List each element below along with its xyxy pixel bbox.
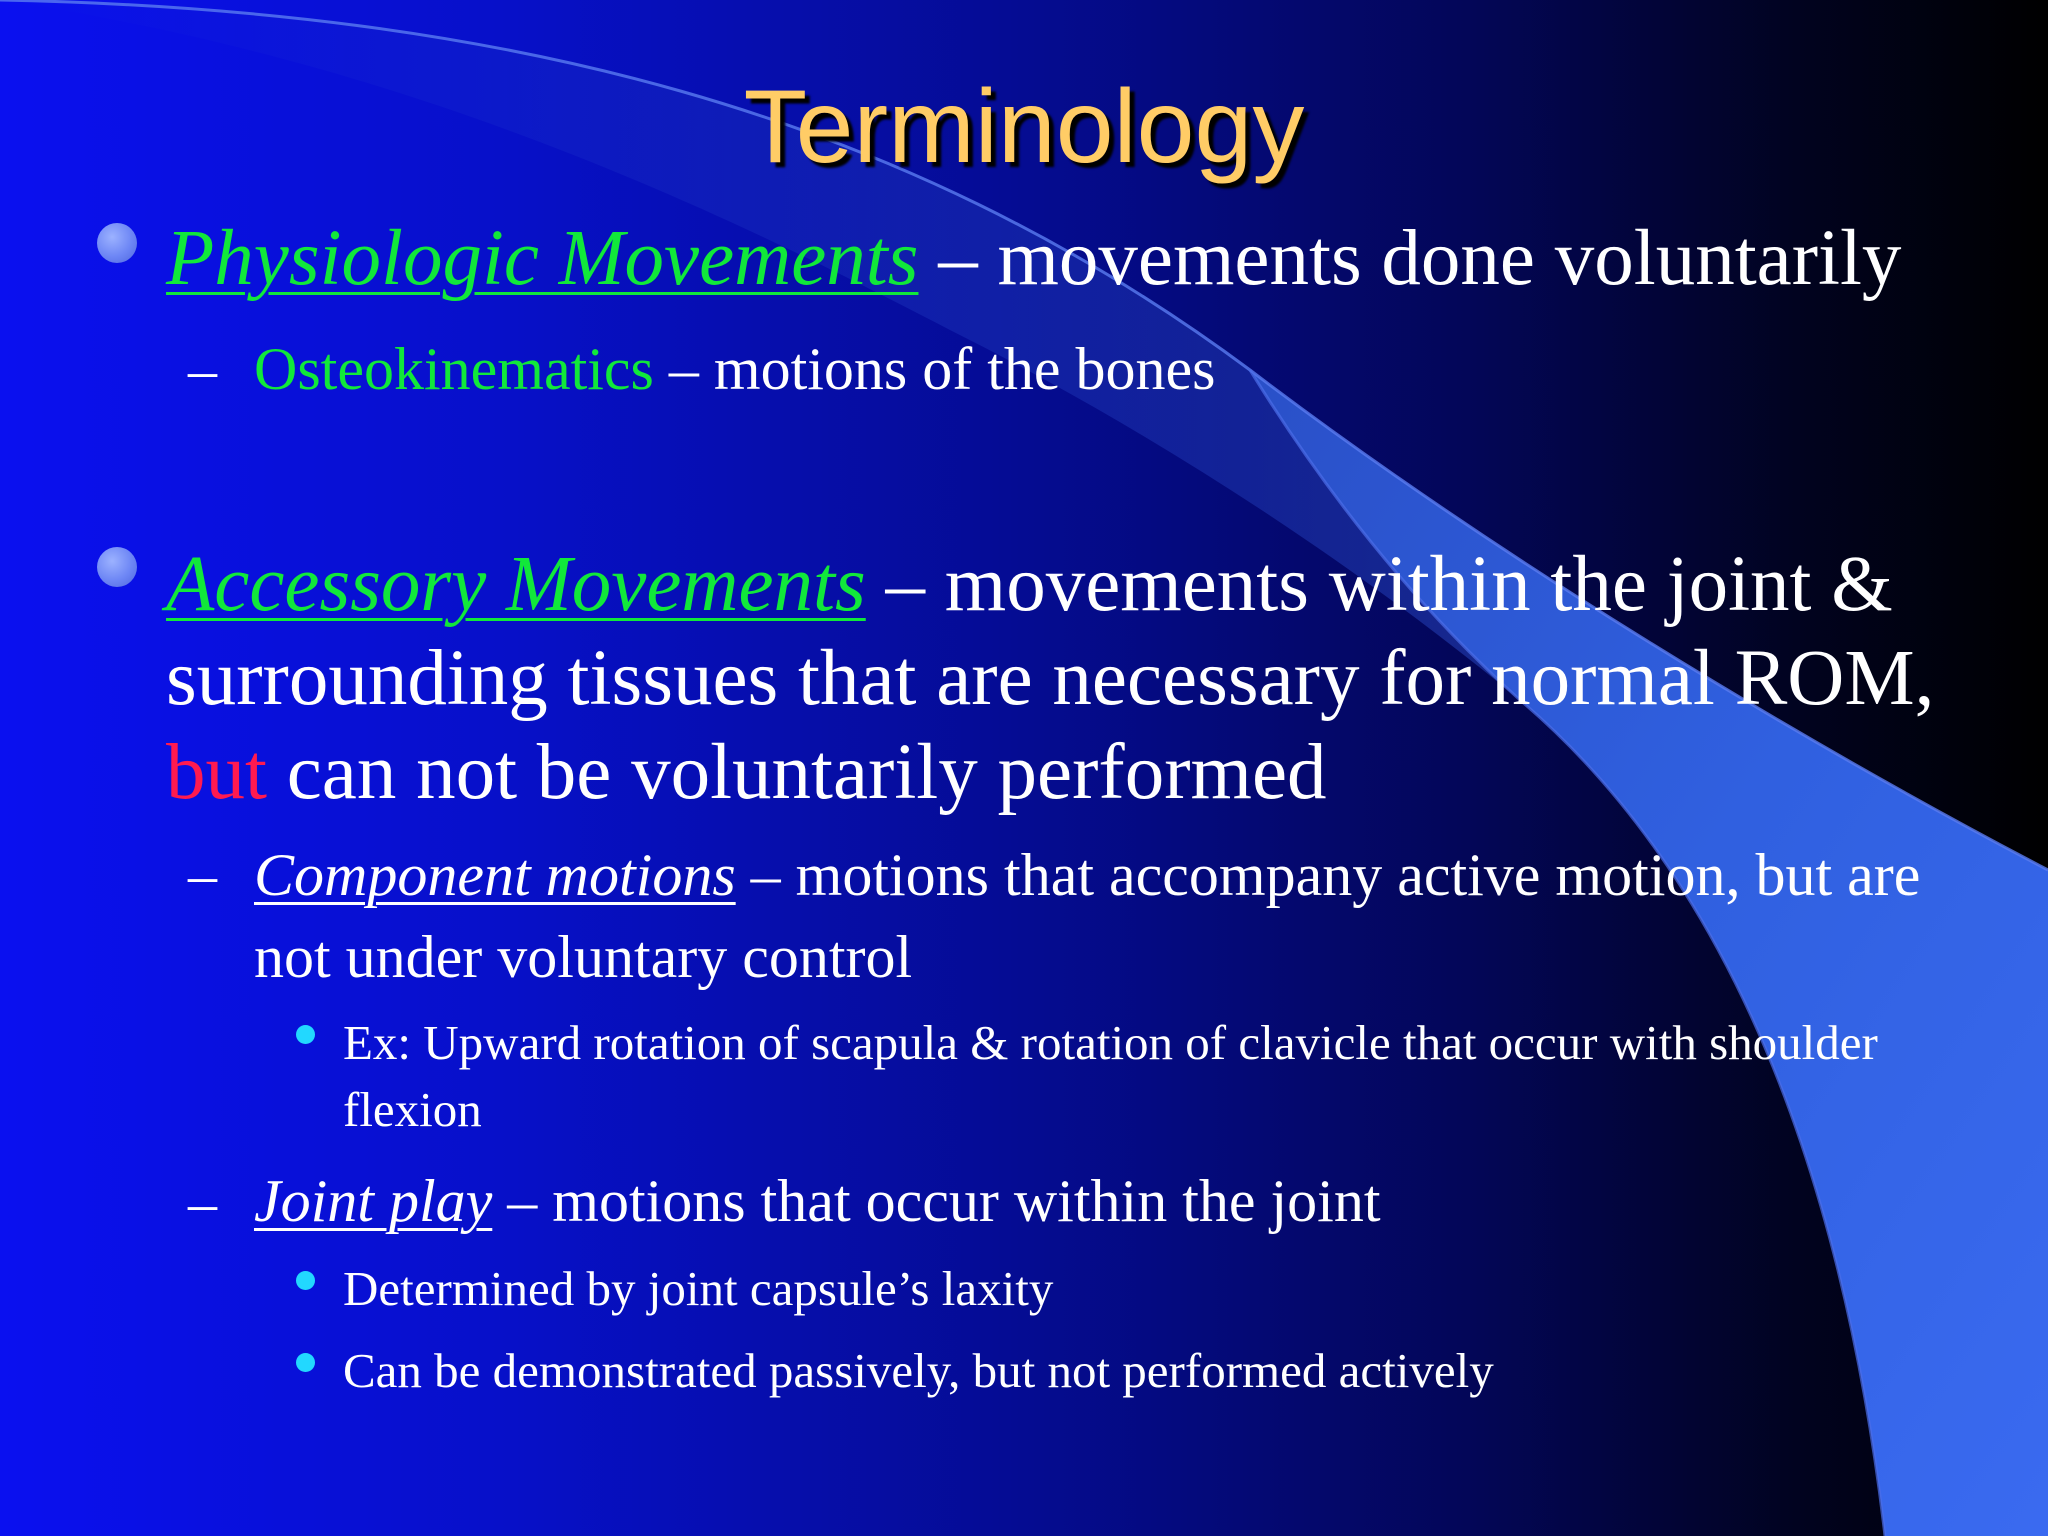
example-component-motions: Ex: Upward rotation of scapula & rotation of clavicle that occur with shoulder flexion bbox=[343, 1015, 1878, 1137]
sub-bullet-icon bbox=[296, 1025, 315, 1044]
dash-icon: – bbox=[188, 1170, 217, 1235]
example-joint-play-2: Can be demonstrated passively, but not performed actively bbox=[343, 1343, 1494, 1398]
term-osteokinematics: Osteokinematics bbox=[254, 336, 654, 402]
term-accessory-movements: Accessory Movements bbox=[166, 541, 866, 628]
subitem-joint-play bbox=[254, 1160, 1954, 1242]
subitem-component-motions bbox=[254, 834, 1954, 998]
bullet-physiologic-movements bbox=[166, 212, 1986, 306]
definition-accessory-movements-part2: can not be voluntarily performed bbox=[266, 729, 1327, 816]
subitem-osteokinematics bbox=[254, 328, 1954, 410]
sub-bullet-icon bbox=[296, 1353, 315, 1372]
highlight-but: but bbox=[166, 729, 267, 816]
bullet-accessory-movements bbox=[166, 538, 1986, 820]
definition-component-motions: – motions that accompany active motion, but are not under voluntary control bbox=[254, 842, 1921, 990]
main-bullet-icon bbox=[97, 547, 137, 587]
definition-physiologic-movements: – movements done voluntarily bbox=[918, 215, 1902, 302]
definition-accessory-movements-part1: – movements within the joint & surrounding tissues that are necessary for normal ROM, bbox=[166, 541, 1935, 722]
definition-joint-play: – motions that occur within the joint bbox=[492, 1168, 1381, 1234]
slide-title: Terminology bbox=[743, 69, 1305, 185]
term-component-motions: Component motions bbox=[254, 842, 736, 908]
sub-bullet-icon bbox=[296, 1271, 315, 1290]
main-bullet-icon bbox=[97, 223, 137, 263]
term-physiologic-movements: Physiologic Movements bbox=[166, 215, 919, 302]
dash-icon: – bbox=[188, 337, 217, 402]
dash-icon: – bbox=[188, 842, 217, 907]
definition-osteokinematics: – motions of the bones bbox=[653, 336, 1216, 402]
term-joint-play: Joint play bbox=[254, 1168, 493, 1234]
example-joint-play-1: Determined by joint capsule’s laxity bbox=[343, 1261, 1054, 1316]
